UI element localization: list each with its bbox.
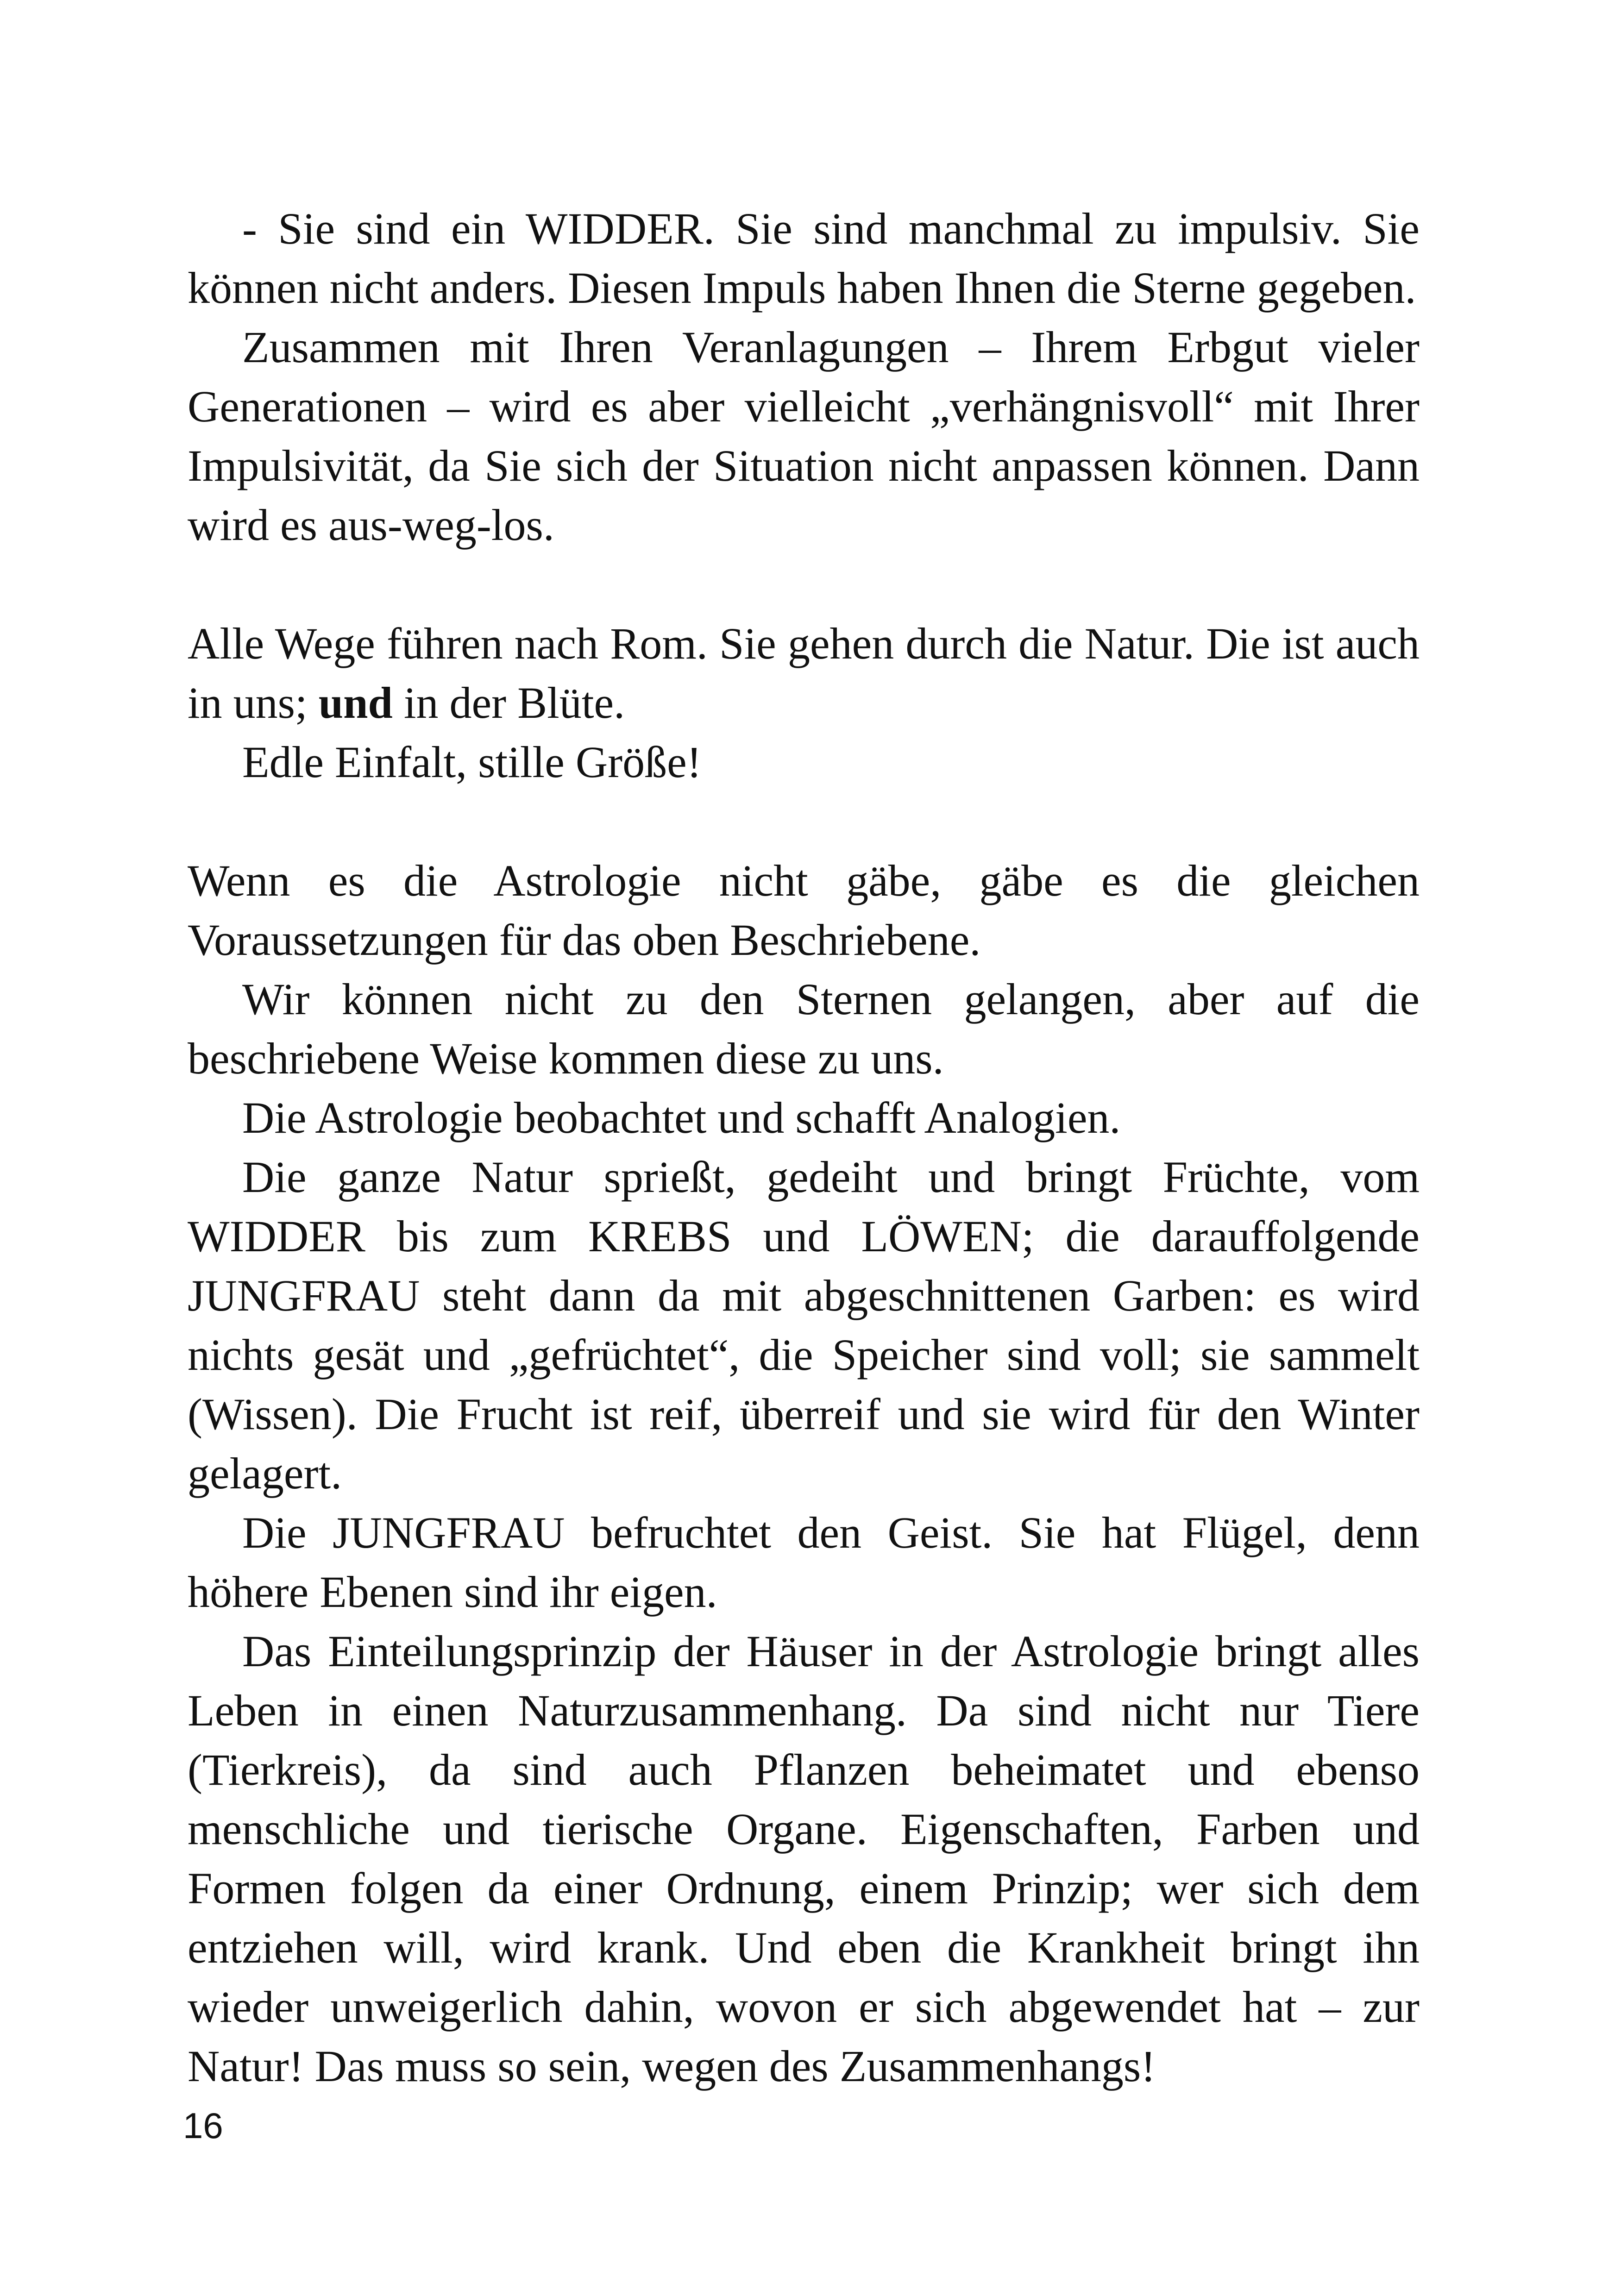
paragraph-analogien: Die Astrologie beobachtet und schafft Analogien. xyxy=(242,1093,1121,1142)
paragraph-natur: Die ganze Natur sprießt, gedeiht und bringt Früchte, vom WIDDER bis zum KREBS und LÖWEN; die darauffolgende JUNGFRAU steht dann da mit abgeschnittenen Garben: es wird nichts gesät und „gefrüchtet“, die Speicher sind voll; sie sammelt (Wissen). Die Frucht ist reif, überreif und sie wird für den Winter gelagert. xyxy=(188,1152,1420,1498)
paragraph-sterne: Wir können nicht zu den Sternen gelangen, aber auf die beschriebene Weise kommen diese zu uns. xyxy=(188,974,1420,1083)
page-number: 16 xyxy=(183,2105,223,2146)
paragraph-veranlagungen: Zusammen mit Ihren Veranlagungen – Ihrem Erbgut vieler Generationen – wird es aber vielleicht „verhängnisvoll“ mit Ihrer Impulsivität, da Sie sich der Situation nicht anpassen können. Dann wird es aus-weg-los. xyxy=(188,322,1420,550)
paragraph-haeuser: Das Einteilungsprinzip der Häuser in der Astrologie bringt alles Leben in einen Naturzusammenhang. Da sind nicht nur Tiere (Tierkreis), da sind auch Pflanzen beheimatet und ebenso menschliche und tierische Organe. Eigenschaften, Farben und Formen folgen da einer Ordnung, einem Prinzip; wer sich dem entziehen will, wird krank. Und eben die Krankheit bringt ihn wieder unweigerlich dahin, wovon er sich abgewendet hat – zur Natur! Das muss so sein, wegen des Zusammenhangs! xyxy=(188,1626,1420,2091)
paragraph-edle-einfalt: Edle Einfalt, stille Größe! xyxy=(242,737,702,787)
paragraph-rom-text-end: in der Blüte. xyxy=(392,678,625,728)
paragraph-jungfrau: Die JUNGFRAU befruchtet den Geist. Sie hat Flügel, denn höhere Ebenen sind ihr eigen. xyxy=(188,1508,1420,1617)
page-body xyxy=(188,199,1420,2096)
paragraph-astrologie: Wenn es die Astrologie nicht gäbe, gäbe es die gleichen Voraussetzungen für das oben Beschriebene. xyxy=(188,856,1420,965)
paragraph-rom-text: Alle Wege führen nach Rom. Sie gehen durch die Natur. Die ist auch in uns; xyxy=(188,619,1420,728)
bold-und: und xyxy=(318,678,393,728)
paragraph-rom xyxy=(188,614,1420,733)
paragraph-widder: - Sie sind ein WIDDER. Sie sind manchmal zu impulsiv. Sie können nicht anders. Diesen Impuls haben Ihnen die Sterne gegeben. xyxy=(188,204,1420,313)
